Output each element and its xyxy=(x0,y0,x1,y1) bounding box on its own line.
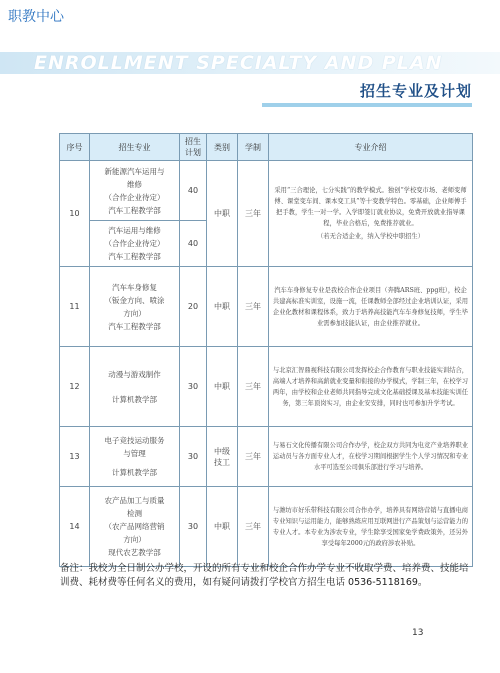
table-header-row xyxy=(60,134,473,161)
intro-cell xyxy=(269,427,473,487)
major-line: 新能源汽车运用与 xyxy=(104,166,165,176)
row-number: 13 xyxy=(60,427,90,487)
major-line: 电子竞技运动服务 xyxy=(104,436,165,445)
category-text: 中级技工 xyxy=(214,446,230,467)
category-cell: 中职 xyxy=(207,267,238,347)
row-number: 14 xyxy=(60,487,90,567)
major-line: 计算机教学部 xyxy=(112,394,157,404)
duration-cell: 三年 xyxy=(238,347,269,427)
major-line: 与管理 xyxy=(123,449,146,458)
major-line: 汽车工程教学部 xyxy=(108,252,161,261)
header-plan: 招生计划 xyxy=(180,134,207,161)
major-line: 计算机教学部 xyxy=(112,468,157,477)
row-number: 12 xyxy=(60,347,90,427)
major-cell xyxy=(90,427,180,487)
major-line: 汽车工程教学部 xyxy=(108,205,161,215)
category-cell: 中职 xyxy=(207,161,238,267)
major-cell xyxy=(90,267,180,347)
major-line: （农产品网络营销 xyxy=(104,522,165,531)
intro-text: 与易石文化传播有限公司合作办学，校企双方共同为电竞产业培养职业运动员与各方面专业人才，在校学习期间根据学生个人学习情况和专业水平可选至公司俱乐部进行学习与培养。 xyxy=(272,442,469,471)
header-category: 类别 xyxy=(207,134,238,161)
row-number: 11 xyxy=(60,267,90,347)
major-cell xyxy=(90,221,180,267)
table-row xyxy=(60,487,473,567)
major-line: 检测 xyxy=(127,509,142,518)
major-line: （钣金方向、喷涂 xyxy=(104,295,165,305)
plan-cell: 40 xyxy=(180,161,207,221)
major-line: 汽车车身修复 xyxy=(112,282,157,292)
major-cell xyxy=(90,487,180,567)
plan-cell: 30 xyxy=(180,487,207,567)
duration-cell: 三年 xyxy=(238,161,269,267)
header-tag xyxy=(0,0,500,30)
table-row xyxy=(60,427,473,487)
enrollment-table xyxy=(59,133,473,567)
intro-cell xyxy=(269,267,473,347)
intro-text: 汽车车身修复专业是我校合作企业项目（奔腾ARS班、ppg班），校企共建高标准实训室，设施一流，任课教师全部经过企业培训认证，采用企业化教材和课程体系，致力于培养高技能汽车车身修复技师，学生毕业需参加技能认证，由企业推荐就业。 xyxy=(272,286,469,327)
page-number: 13 xyxy=(412,628,424,638)
major-line: 汽车运用与维修 xyxy=(108,226,161,235)
major-line: （合作企业待定） xyxy=(104,239,165,248)
major-line: （合作企业待定） xyxy=(104,192,165,202)
major-line: 方向） xyxy=(123,308,146,318)
header-tag-text: 职教中心 xyxy=(8,9,64,25)
major-line: 农产品加工与质量 xyxy=(104,496,165,505)
banner-english-title: ENROLLMENT SPECIALTY AND PLAN xyxy=(34,52,443,74)
intro-cell xyxy=(269,347,473,427)
major-line: 现代农艺教学部 xyxy=(108,548,161,557)
plan-cell: 20 xyxy=(180,267,207,347)
duration-cell: 三年 xyxy=(238,487,269,567)
major-line: 动漫与游戏制作 xyxy=(108,369,161,379)
duration-cell: 三年 xyxy=(238,427,269,487)
header-duration: 学制 xyxy=(238,134,269,161)
table-row xyxy=(60,347,473,427)
major-cell xyxy=(90,347,180,427)
intro-text: 与潍坊市好乐带科技有限公司合作办学，培养具有网络营销与直播电商专业知识与运用能力，能够熟练应用互联网进行产品策划与运营能力的专业人才。本专业为涉农专业，学生除享受国家免学费政策外，还另外享受每年2000元的政府涉农补贴。 xyxy=(272,506,469,547)
header-intro: 专业介绍 xyxy=(269,134,473,161)
plan-cell: 30 xyxy=(180,347,207,427)
plan-cell: 40 xyxy=(180,221,207,267)
banner-underline xyxy=(262,103,472,107)
major-line: 方向） xyxy=(123,535,146,544)
intro-cell xyxy=(269,161,473,267)
footnote: 备注：我校为全日制公办学校，开设的所有专业和校企合作办学专业不收取学费、培养费、技能培训费、耗材费等任何名义的费用，如有疑问请拨打学校官方招生电话 0536-5118169。 xyxy=(60,563,469,588)
duration-cell: 三年 xyxy=(238,267,269,347)
category-cell xyxy=(207,427,238,487)
banner-chinese-title: 招生专业及计划 xyxy=(359,82,472,100)
plan-cell: 30 xyxy=(180,427,207,487)
table-row xyxy=(60,267,473,347)
category-cell: 中职 xyxy=(207,487,238,567)
category-cell: 中职 xyxy=(207,347,238,427)
intro-text: 与北京汇智鼎视科技有限公司发挥校企合作教育与职业技能实训结合，高端人才培养和高薪就业变量和衔接的办学模式，学制三年，在校学习两年，由学校和企业老师共同指导完成文化基础授课及基本技能实训任务，第三年顶岗实习，由企业安安排，同时也可参加升学考试。 xyxy=(272,366,469,407)
major-cell xyxy=(90,161,180,221)
intro-cell xyxy=(269,487,473,567)
intro-text: 采用“三合理论，七分实践”的教学模式。独创“学校变市场、老师变师傅、课堂变车间、课本变工具”等十变教学特色。零基础，企业师傅手把手教，学生一对一学。入学即签订就业协议，免费开放就业指导课程，毕业合格后，免费推荐就业。 xyxy=(274,187,467,227)
intro-note: （若无合适企业，纳入学校中职招生） xyxy=(316,233,425,240)
header-major: 招生专业 xyxy=(90,134,180,161)
major-line: 维修 xyxy=(127,179,142,189)
table-row xyxy=(60,161,473,221)
header-no: 序号 xyxy=(60,134,90,161)
major-line: 汽车工程教学部 xyxy=(108,321,161,331)
row-number: 10 xyxy=(60,161,90,267)
